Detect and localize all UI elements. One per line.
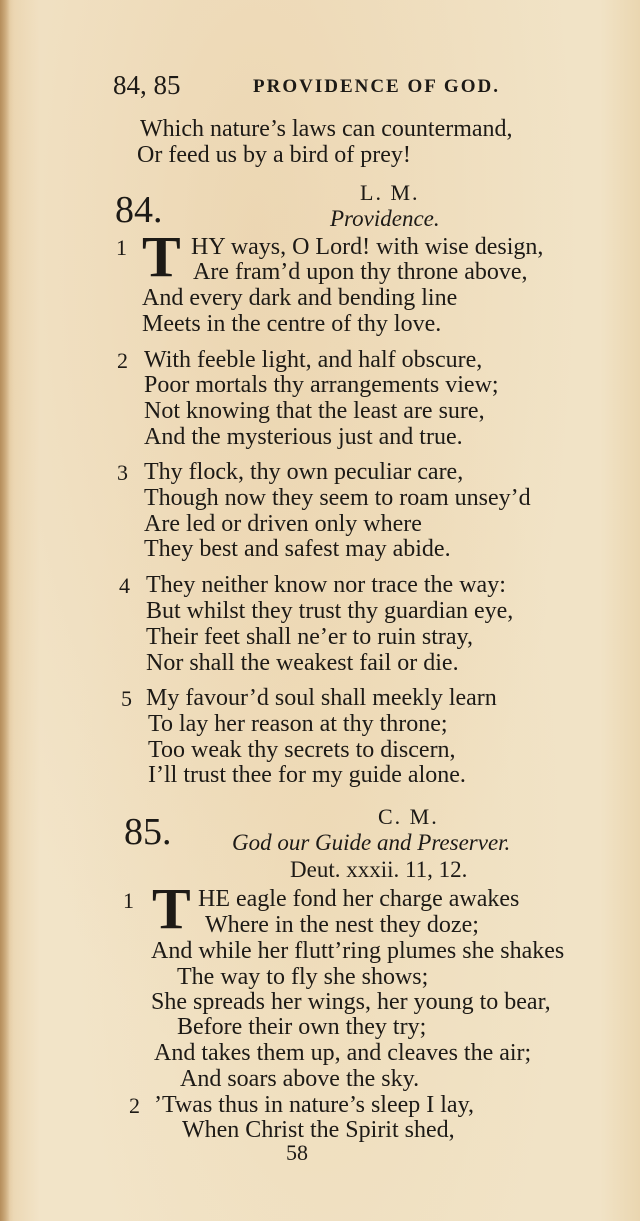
hymn-title: God our Guide and Preserver. bbox=[232, 830, 511, 855]
verse-line: I’ll trust thee for my guide alone. bbox=[148, 762, 466, 788]
verse-line: Before their own they try; bbox=[177, 1014, 427, 1040]
verse-number: 4 bbox=[119, 573, 130, 598]
verse-line: Where in the nest they doze; bbox=[205, 912, 479, 938]
verse-line: And the mysterious just and true. bbox=[144, 424, 463, 450]
hymn-meter: L. M. bbox=[360, 180, 420, 205]
verse-line: Not knowing that the least are sure, bbox=[144, 398, 485, 424]
verse-line: The way to fly she shows; bbox=[177, 964, 429, 990]
verse-line: Thy flock, thy own peculiar care, bbox=[144, 459, 464, 485]
verse-line: But whilst they trust thy guardian eye, bbox=[146, 598, 514, 624]
verse-line: To lay her reason at thy throne; bbox=[148, 711, 448, 737]
hymn-title: Providence. bbox=[330, 206, 440, 231]
verse-line: And takes them up, and cleaves the air; bbox=[154, 1040, 532, 1066]
verse-line: And while her flutt’ring plumes she shakes bbox=[151, 938, 565, 964]
drop-cap: T bbox=[142, 224, 181, 289]
verse-line: And soars above the sky. bbox=[180, 1066, 420, 1092]
running-head-hymn-numbers: 84, 85 bbox=[113, 70, 181, 100]
hymn-number: 84. bbox=[115, 189, 163, 231]
verse-line: Meets in the centre of thy love. bbox=[142, 311, 442, 337]
verse-number: 3 bbox=[117, 460, 128, 485]
verse-line: Poor mortals thy arrangements view; bbox=[144, 372, 499, 398]
verse-line: Too weak thy secrets to discern, bbox=[148, 737, 456, 763]
running-head bbox=[113, 70, 633, 104]
verse-number: 1 bbox=[123, 888, 134, 913]
continuation-line: Which nature’s laws can countermand, bbox=[140, 116, 513, 142]
verse-line: Nor shall the weakest fail or die. bbox=[146, 650, 459, 676]
page-number: 58 bbox=[286, 1140, 308, 1165]
verse-number: 2 bbox=[129, 1093, 140, 1118]
verse-number: 5 bbox=[121, 686, 132, 711]
verse-line: Their feet shall ne’er to ruin stray, bbox=[146, 624, 473, 650]
verse-line: Are fram’d upon thy throne above, bbox=[193, 259, 528, 285]
verse-line: With feeble light, and half obscure, bbox=[144, 347, 483, 373]
verse-line: HY ways, O Lord! with wise design, bbox=[191, 234, 544, 260]
verse-number: 2 bbox=[117, 348, 128, 373]
verse-line: Are led or driven only where bbox=[144, 511, 422, 537]
verse-line: ’Twas thus in nature’s sleep I lay, bbox=[154, 1092, 475, 1118]
page-spine-shadow bbox=[0, 0, 10, 1221]
verse-line: My favour’d soul shall meekly learn bbox=[146, 685, 497, 711]
continuation-line: Or feed us by a bird of prey! bbox=[137, 142, 411, 168]
drop-cap: T bbox=[152, 876, 191, 941]
hymn-number: 85. bbox=[124, 811, 172, 853]
verse-line: HE eagle fond her charge awakes bbox=[198, 886, 520, 912]
verse-line: When Christ the Spirit shed, bbox=[182, 1117, 455, 1143]
hymn-meter: C. M. bbox=[378, 804, 439, 829]
verse-number: 1 bbox=[116, 235, 127, 260]
verse-line: She spreads her wings, her young to bear, bbox=[151, 989, 551, 1015]
scripture-reference: Deut. xxxii. 11, 12. bbox=[290, 857, 468, 882]
verse-line: And every dark and bending line bbox=[142, 285, 458, 311]
verse-line: Though now they seem to roam unsey’d bbox=[144, 485, 531, 511]
verse-line: They neither know nor trace the way: bbox=[146, 572, 506, 598]
verse-line: They best and safest may abide. bbox=[144, 536, 451, 562]
running-head-title: PROVIDENCE OF GOD. bbox=[253, 76, 500, 97]
